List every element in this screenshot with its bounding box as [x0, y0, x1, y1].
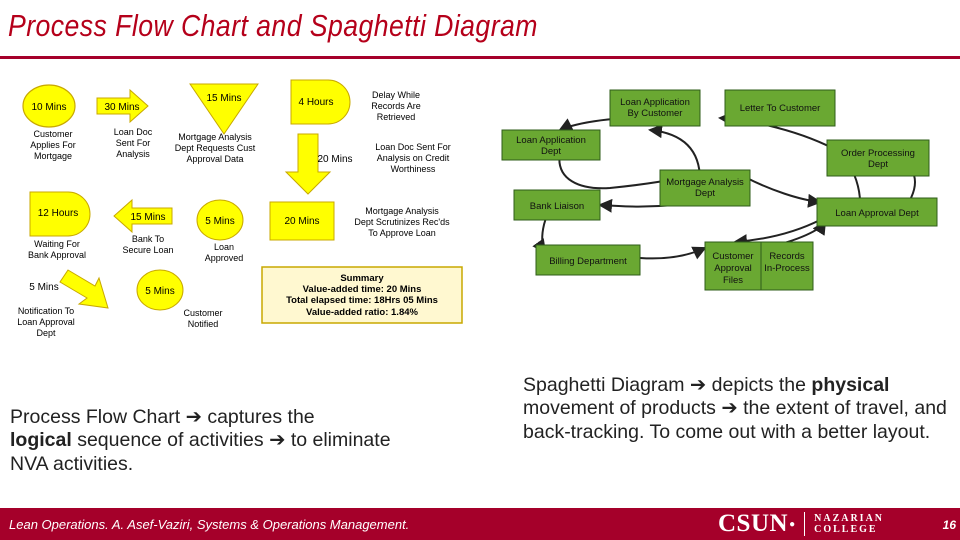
svg-text:CustomerNotified: Customer Notified — [183, 308, 223, 329]
svg-text:Loan DocSent ForAnalysis: Loan Doc Sent For Analysis — [113, 127, 153, 159]
svg-text:30 Mins: 30 Mins — [104, 102, 140, 113]
svg-text:Mortgage AnalysisDept Requests: Mortgage Analysis Dept Requests Cust Approval Data — [174, 132, 256, 164]
flow-step-operation-2 — [270, 202, 450, 240]
svg-text:CustomerApprovalFiles: Customer Approval Files — [712, 251, 754, 286]
svg-text:Value-added time: 20 Mins: Value-added time: 20 Mins — [302, 284, 422, 295]
flow-step-operation-4 — [137, 270, 223, 329]
box-loan-app-customer — [610, 90, 700, 126]
box-bank-liaison — [514, 190, 600, 220]
csun-logo: CSUN ● NAZARIAN COLLEGE — [718, 510, 885, 537]
box-billing — [536, 245, 640, 275]
svg-text:4 Hours: 4 Hours — [298, 97, 334, 108]
footer-citation: Lean Operations. A. Asef-Vaziri, Systems & Operations Management. — [9, 517, 410, 532]
flow-step-transport — [97, 90, 153, 159]
flow-step-transport-diag — [17, 270, 108, 338]
svg-text:Order ProcessingDept: Order Processing Dept — [841, 148, 915, 170]
box-letter-to-customer — [725, 90, 835, 126]
slide-title: Process Flow Chart and Spaghetti Diagram — [8, 8, 538, 43]
spaghetti-caption: Spaghetti Diagram ➔ depicts the physical movement of products ➔ the extent of travel, and back-tracking. To come out with a better layout. — [523, 374, 947, 443]
svg-text:Bank ToSecure Loan: Bank To Secure Loan — [122, 234, 174, 255]
svg-text:Loan Approval Dept: Loan Approval Dept — [835, 208, 919, 219]
svg-text:15 Mins: 15 Mins — [206, 93, 242, 104]
svg-text:20 Mins: 20 Mins — [317, 154, 353, 165]
svg-text:12 Hours: 12 Hours — [37, 208, 79, 219]
svg-text:5 Mins: 5 Mins — [145, 286, 175, 297]
svg-text:Waiting ForBank Approval: Waiting For Bank Approval — [27, 239, 87, 260]
svg-text:Loan ApplicationDept: Loan Application Dept — [516, 135, 586, 157]
svg-text:Delay WhileRecords AreRetrieve: Delay While Records Are Retrieved — [371, 90, 421, 122]
flow-step-operation-3 — [197, 200, 243, 263]
title-divider — [0, 56, 960, 59]
step-time: 10 Mins — [31, 102, 67, 113]
svg-text:RecordsIn-Process: Records In-Process — [764, 251, 810, 274]
box-records-in-process — [761, 242, 813, 290]
svg-text:20 Mins: 20 Mins — [284, 216, 320, 227]
svg-text:Notification ToLoan ApprovalDe: Notification To Loan Approval Dept — [17, 306, 75, 338]
process-flow-chart — [0, 62, 470, 344]
svg-text:Loan Doc Sent ForAnalysis on C: Loan Doc Sent For Analysis on Credit Worthiness — [375, 142, 451, 174]
page-number: 16 — [942, 518, 956, 532]
box-customer-approval-files — [705, 242, 761, 290]
flow-summary-box — [262, 267, 462, 323]
svg-text:LoanApproved: Loan Approved — [204, 242, 244, 263]
svg-text:5 Mins: 5 Mins — [29, 282, 59, 293]
svg-text:Bank Liaison: Bank Liaison — [529, 201, 585, 212]
svg-text:Summary: Summary — [340, 273, 384, 284]
box-order-processing — [827, 140, 929, 176]
flow-step-delay — [291, 80, 421, 124]
svg-text:Total elapsed time: 18Hrs 05 M: Total elapsed time: 18Hrs 05 Mins — [286, 295, 438, 306]
flow-step-operation — [23, 85, 76, 161]
process-flow-caption: Process Flow Chart ➔ captures the logical sequence of activities ➔ to eliminate NVA activities. — [10, 406, 391, 475]
step-label-1: Customer Applies For Mortgage — [30, 129, 76, 161]
spaghetti-diagram — [500, 80, 950, 295]
svg-text:5 Mins: 5 Mins — [205, 216, 235, 227]
flow-step-transport-down — [286, 134, 451, 194]
box-mortgage-analysis — [660, 170, 750, 206]
flow-step-delay-2 — [28, 192, 90, 260]
footer-bar — [0, 508, 960, 540]
svg-text:Letter To Customer: Letter To Customer — [739, 103, 821, 114]
svg-text:Mortgage AnalysisDept Scrutini: Mortgage Analysis Dept Scrutinizes Rec'ds To Approve Loan — [354, 206, 450, 238]
flow-step-inspection — [175, 84, 258, 164]
svg-text:Value-added ratio: 1.84%: Value-added ratio: 1.84% — [306, 307, 418, 318]
flow-step-transport-left — [114, 200, 174, 255]
svg-text:15 Mins: 15 Mins — [130, 212, 166, 223]
box-loan-approval — [817, 198, 937, 226]
box-loan-app-dept — [502, 130, 600, 160]
svg-text:Mortgage AnalysisDept: Mortgage Analysis Dept — [666, 177, 744, 199]
svg-text:Billing Department: Billing Department — [549, 256, 627, 267]
svg-text:Loan ApplicationBy Customer: Loan Application By Customer — [620, 97, 690, 119]
